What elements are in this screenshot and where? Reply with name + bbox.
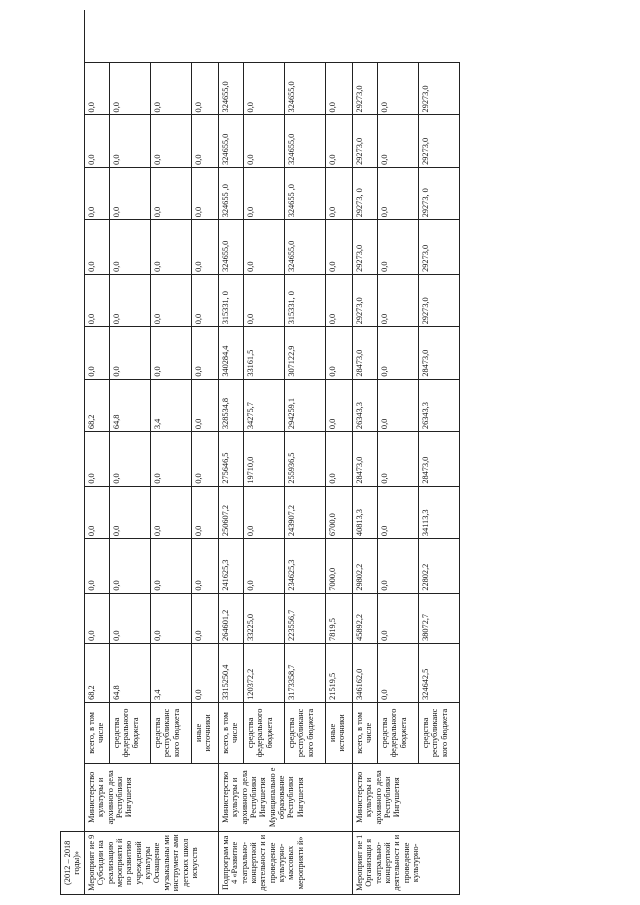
amount-cell: 0,0: [243, 486, 284, 538]
executor-cell: Министерство культуры и архивного дела Республики Ингушетия: [352, 763, 459, 831]
page: [60, 10, 622, 895]
amount-cell: 324655 ,0: [218, 167, 243, 219]
amount-cell: 29273,0: [352, 63, 377, 115]
amount-cell: 28473,0: [352, 432, 377, 487]
amount-cell: 0,0: [325, 63, 352, 115]
funding-source-cell: всего, в том числе: [352, 702, 377, 763]
table-row: [325, 10, 352, 895]
amount-cell: 0,0: [150, 432, 191, 487]
funding-source-cell: средства федерального бюджета: [377, 702, 418, 763]
amount-cell: 28473,0: [418, 432, 459, 487]
funding-source-cell: иные источники: [191, 702, 218, 763]
amount-cell: 0,0: [84, 593, 109, 643]
amount-cell: 307122,9: [284, 327, 325, 379]
table-row: [352, 10, 377, 895]
amount-cell: 294259,1: [284, 379, 325, 431]
amount-cell: 6700,0: [325, 486, 352, 538]
measure-name-cell: Мероприят ие 9 Субсидии на реализацию мероприяти й по развитию учреждений культуры Оснащение музыкальны ми инструмент ами детских школ искусств: [84, 831, 218, 894]
amount-cell: 0,0: [377, 486, 418, 538]
amount-cell: 0,0: [325, 115, 352, 167]
table-row: [150, 10, 191, 895]
amount-cell: 64,8: [109, 643, 150, 702]
amount-cell: 26343,3: [418, 379, 459, 431]
amount-cell: 275646,5: [218, 432, 243, 487]
funding-source-cell: иные источники: [325, 702, 352, 763]
amount-cell: 0,0: [109, 539, 150, 594]
amount-cell: 0,0: [191, 643, 218, 702]
amount-cell: 243907,2: [284, 486, 325, 538]
table-row: [284, 10, 325, 895]
amount-cell: 0,0: [191, 115, 218, 167]
amount-cell: 0,0: [150, 115, 191, 167]
amount-cell: 0,0: [150, 167, 191, 219]
amount-cell: 255936,5: [284, 432, 325, 487]
funding-source-cell: всего, в том числе: [218, 702, 243, 763]
amount-cell: 22802,2: [418, 539, 459, 594]
amount-cell: 0,0: [84, 167, 109, 219]
continued-blank-cell: [61, 10, 85, 831]
amount-cell: 0,0: [150, 327, 191, 379]
amount-cell: 0,0: [191, 167, 218, 219]
funding-source-cell: средства республиканс кого бюджета: [150, 702, 191, 763]
amount-cell: 0,0: [109, 220, 150, 275]
amount-cell: 68,2: [84, 643, 109, 702]
amount-cell: 7819,5: [325, 593, 352, 643]
table-row: [84, 10, 109, 895]
amount-cell: 0,0: [150, 274, 191, 326]
amount-cell: 324655,0: [218, 220, 243, 275]
amount-cell: 0,0: [84, 432, 109, 487]
amount-cell: 0,0: [109, 593, 150, 643]
funding-source-cell: средства республиканс кого бюджета: [418, 702, 459, 763]
amount-cell: 0,0: [109, 274, 150, 326]
amount-cell: 29273, 0: [352, 167, 377, 219]
amount-cell: 0,0: [325, 327, 352, 379]
amount-cell: 0,0: [191, 593, 218, 643]
amount-cell: 33161,5: [243, 327, 284, 379]
executor-cell: Министерство культуры и архивного дела Республики Ингушетия: [84, 763, 218, 831]
table-row: [418, 10, 459, 895]
amount-cell: 0,0: [150, 539, 191, 594]
amount-cell: 0,0: [84, 63, 109, 115]
continued-name-cell: (2012 – 2018 годы)»: [61, 831, 85, 894]
amount-cell: 0,0: [377, 327, 418, 379]
amount-cell: 0,0: [109, 167, 150, 219]
amount-cell: 0,0: [243, 63, 284, 115]
amount-cell: 0,0: [243, 167, 284, 219]
amount-cell: 0,0: [191, 274, 218, 326]
amount-cell: 324655 ,0: [284, 167, 325, 219]
funding-source-cell: средства федерального бюджета: [243, 702, 284, 763]
amount-cell: 0,0: [150, 486, 191, 538]
amount-cell: 0,0: [377, 274, 418, 326]
amount-cell: 29273,0: [352, 115, 377, 167]
amount-cell: 29802,2: [352, 539, 377, 594]
amount-cell: 0,0: [377, 593, 418, 643]
amount-cell: 0,0: [243, 274, 284, 326]
amount-cell: 0,0: [377, 379, 418, 431]
amount-cell: 0,0: [325, 220, 352, 275]
amount-cell: 234625,3: [284, 539, 325, 594]
amount-cell: 64,8: [109, 379, 150, 431]
amount-cell: 0,0: [377, 432, 418, 487]
amount-cell: 324655,0: [218, 63, 243, 115]
amount-cell: 0,0: [191, 220, 218, 275]
amount-cell: 120372,2: [243, 643, 284, 702]
amount-cell: 45892,2: [352, 593, 377, 643]
amount-cell: 0,0: [377, 167, 418, 219]
amount-cell: 3,4: [150, 643, 191, 702]
amount-cell: 0,0: [377, 643, 418, 702]
measure-name-cell: Мероприят ие 1 Организаци я театрально- концертной деятельност и и проведение культурно-: [352, 831, 459, 894]
amount-cell: 0,0: [150, 593, 191, 643]
amount-cell: 0,0: [84, 486, 109, 538]
amount-cell: 264601,2: [218, 593, 243, 643]
amount-cell: 0,0: [109, 486, 150, 538]
amount-cell: 0,0: [191, 327, 218, 379]
amount-cell: 3,4: [150, 379, 191, 431]
amount-cell: 3173358,7: [284, 643, 325, 702]
budget-table: [60, 10, 460, 895]
amount-cell: 0,0: [150, 220, 191, 275]
table-row: [191, 10, 218, 895]
amount-cell: 29273,0: [418, 115, 459, 167]
amount-cell: 29273, 0: [418, 167, 459, 219]
amount-cell: 0,0: [377, 115, 418, 167]
amount-cell: 324655,0: [218, 115, 243, 167]
amount-cell: 0,0: [325, 167, 352, 219]
amount-cell: 0,0: [191, 486, 218, 538]
amount-cell: 34113,3: [418, 486, 459, 538]
rotated-page: [60, 10, 622, 895]
amount-cell: 315331, 0: [218, 274, 243, 326]
amount-cell: 28473,0: [352, 327, 377, 379]
amount-cell: 0,0: [84, 327, 109, 379]
funding-source-cell: средства республиканс кого бюджета: [284, 702, 325, 763]
table-row: [218, 10, 243, 895]
amount-cell: 3315250,4: [218, 643, 243, 702]
amount-cell: 0,0: [84, 220, 109, 275]
amount-cell: 315331, 0: [284, 274, 325, 326]
amount-cell: 0,0: [243, 220, 284, 275]
funding-source-cell: средства федерального бюджета: [109, 702, 150, 763]
amount-cell: 324655,0: [284, 63, 325, 115]
amount-cell: 0,0: [191, 379, 218, 431]
table-row: [377, 10, 418, 895]
amount-cell: 29273,0: [418, 63, 459, 115]
amount-cell: 40813,3: [352, 486, 377, 538]
amount-cell: 0,0: [377, 539, 418, 594]
amount-cell: 241625,3: [218, 539, 243, 594]
amount-cell: 33225,0: [243, 593, 284, 643]
amount-cell: 0,0: [109, 327, 150, 379]
amount-cell: 0,0: [150, 63, 191, 115]
amount-cell: 29273,0: [418, 274, 459, 326]
amount-cell: 29273,0: [352, 274, 377, 326]
amount-cell: 38072,7: [418, 593, 459, 643]
measure-name-cell: Подпрограм ма 4 «Развитие театрально- концертной деятельност и и проведение культурно- массовых мероприяти й»: [218, 831, 352, 894]
amount-cell: 19710,0: [243, 432, 284, 487]
amount-cell: 0,0: [243, 115, 284, 167]
amount-cell: 324655,0: [284, 220, 325, 275]
amount-cell: 0,0: [325, 274, 352, 326]
amount-cell: 0,0: [325, 432, 352, 487]
amount-cell: 324655,0: [284, 115, 325, 167]
amount-cell: 0,0: [243, 539, 284, 594]
amount-cell: 68,2: [84, 379, 109, 431]
amount-cell: 250607,2: [218, 486, 243, 538]
amount-cell: 7000,0: [325, 539, 352, 594]
amount-cell: 0,0: [109, 432, 150, 487]
amount-cell: 0,0: [377, 220, 418, 275]
amount-cell: 29273,0: [352, 220, 377, 275]
amount-cell: 28473,0: [418, 327, 459, 379]
table-row: [243, 10, 284, 895]
amount-cell: 0,0: [377, 63, 418, 115]
table-row: [61, 10, 85, 895]
amount-cell: 0,0: [325, 379, 352, 431]
amount-cell: 324642,5: [418, 643, 459, 702]
amount-cell: 29273,0: [418, 220, 459, 275]
amount-cell: 0,0: [109, 115, 150, 167]
amount-cell: 26343,3: [352, 379, 377, 431]
table-row: [109, 10, 150, 895]
amount-cell: 328534,8: [218, 379, 243, 431]
executor-cell: Министерство культуры и архивного дела Республики Ингушетия Муниципально е образование Республики Ингушетия: [218, 763, 352, 831]
funding-source-cell: всего, в том числе: [84, 702, 109, 763]
amount-cell: 0,0: [191, 63, 218, 115]
amount-cell: 0,0: [191, 432, 218, 487]
amount-cell: 340284,4: [218, 327, 243, 379]
amount-cell: 34275,7: [243, 379, 284, 431]
amount-cell: 0,0: [109, 63, 150, 115]
amount-cell: 346162,0: [352, 643, 377, 702]
amount-cell: 223556,7: [284, 593, 325, 643]
amount-cell: 0,0: [84, 274, 109, 326]
amount-cell: 0,0: [84, 115, 109, 167]
amount-cell: 0,0: [191, 539, 218, 594]
amount-cell: 0,0: [84, 539, 109, 594]
amount-cell: 21519,5: [325, 643, 352, 702]
